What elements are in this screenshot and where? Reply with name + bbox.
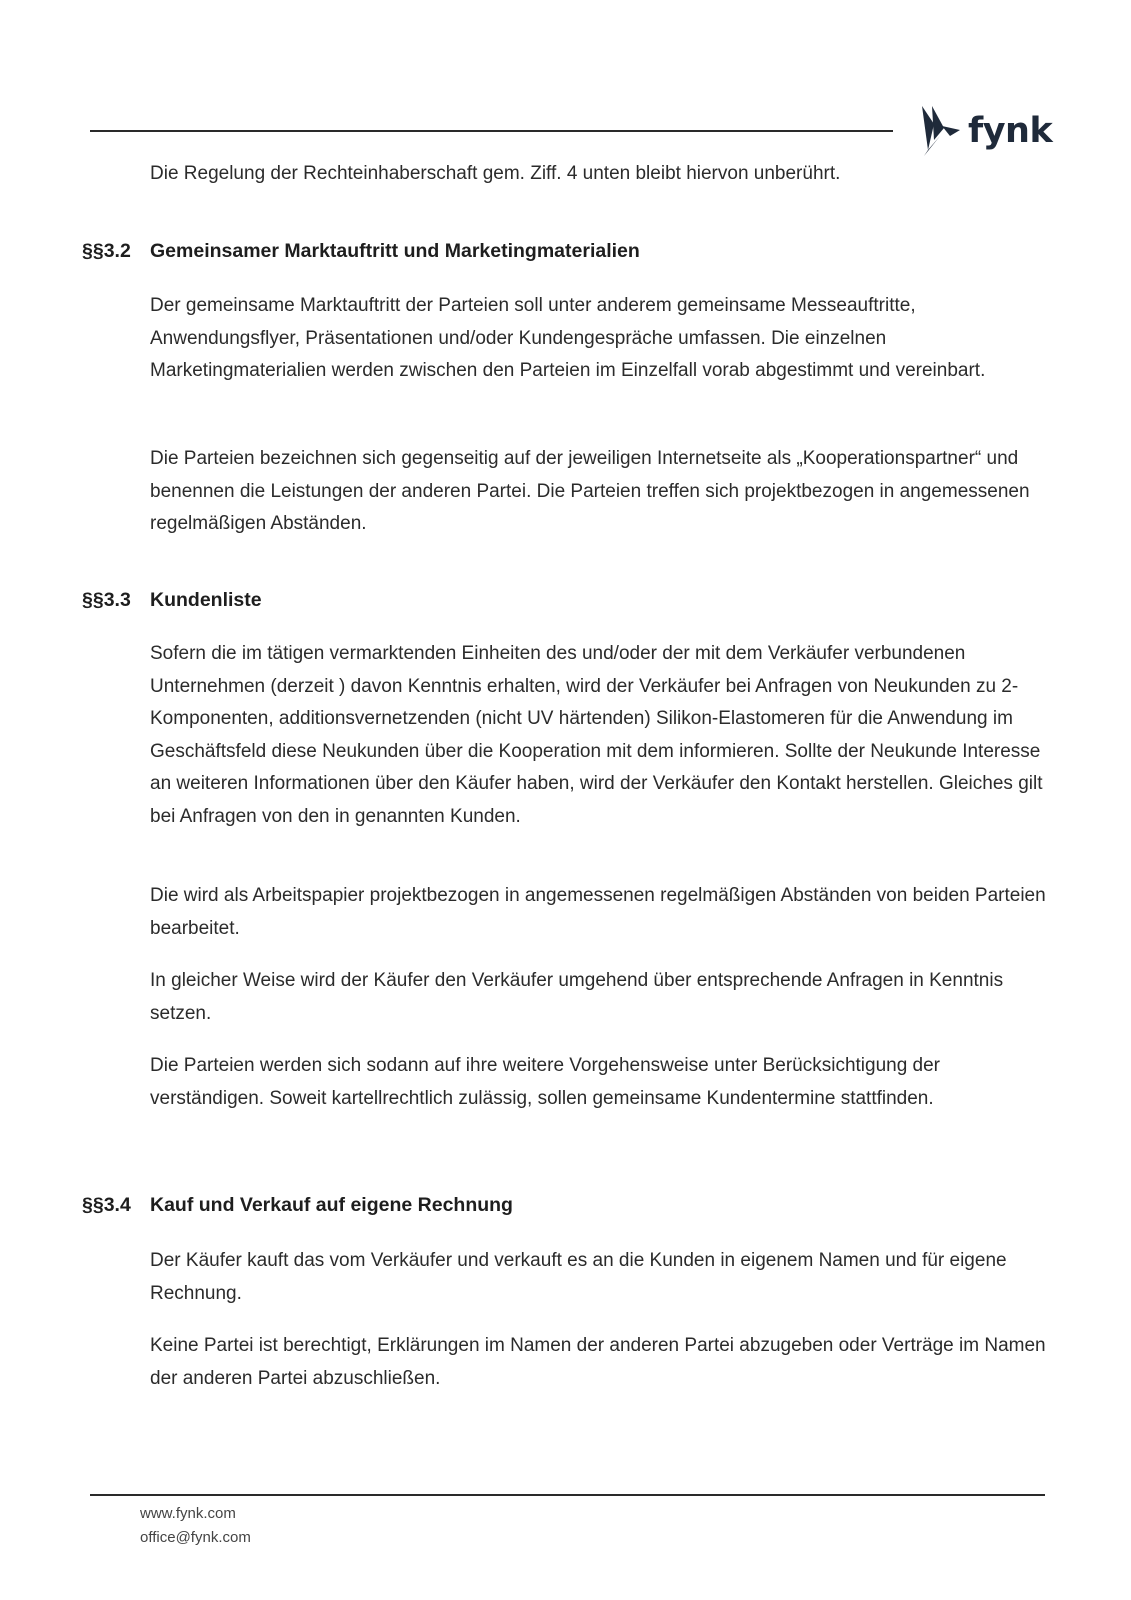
section-number: §§3.3: [82, 589, 131, 611]
bird-icon: [920, 106, 962, 156]
paragraph: Keine Partei ist berechtigt, Erklärungen im Namen der anderen Partei abzugeben oder Verträge im Namen der anderen Partei abzuschließen.: [150, 1335, 1046, 1389]
paragraph: Die wird als Arbeitspapier projektbezogen in angemessenen regelmäßigen Abständen von beiden Parteien bearbeitet.: [150, 885, 1046, 939]
section-number: §§3.4: [82, 1194, 131, 1216]
paragraph: Die Parteien werden sich sodann auf ihre weitere Vorgehensweise unter Berücksichtigung der verständigen. Soweit kartellrechtlich zulässig, sollen gemeinsame Kundentermine stattfinden.: [150, 1055, 941, 1109]
section-heading-3-3: [82, 589, 262, 612]
header-divider: [90, 130, 893, 132]
intro-paragraph: Die Regelung der Rechteinhaberschaft gem. Ziff. 4 unten bleibt hiervon unberührt.: [150, 163, 841, 184]
footer-divider: [90, 1494, 1045, 1496]
paragraph: Sofern die im tätigen vermarktenden Einheiten des und/oder der mit dem Verkäufer verbundenen Unternehmen (derzeit ) davon Kenntnis erhalten, wird der Verkäufer bei Anfragen von Neukunden zu 2-Komponenten, additionsvernetzenden (nicht UV härtenden) Silikon-Elastomeren für die Anwendung im Geschäftsfeld diese Neukunden über die Kooperation mit dem informieren. Sollte der Neukunde Interesse an weiteren Informationen über den Käufer haben, wird der Verkäufer den Kontakt herstellen. Gleiches gilt bei Anfragen von den in genannten Kunden.: [150, 643, 1043, 827]
paragraph: In gleicher Weise wird der Käufer den Verkäufer umgehend über entsprechende Anfragen in Kenntnis setzen.: [150, 970, 1004, 1024]
fynk-logo: [920, 106, 1052, 156]
section-number: §§3.2: [82, 240, 131, 262]
paragraph: Der gemeinsame Marktauftritt der Parteien soll unter anderem gemeinsame Messeauftritte, Anwendungsflyer, Präsentationen und/oder Kundengespräche umfassen. Die einzelnen Marketingmaterialien werden zwischen den Parteien im Einzelfall vorab abgestimmt und vereinbart.: [150, 295, 986, 381]
section-title: Gemeinsamer Marktauftritt und Marketingmaterialien: [150, 240, 640, 262]
logo-text: fynk: [968, 110, 1053, 151]
footer: [140, 1502, 251, 1550]
footer-email: office@fynk.com: [140, 1529, 251, 1546]
section-title: Kauf und Verkauf auf eigene Rechnung: [150, 1194, 513, 1216]
section-heading-3-4: [82, 1194, 513, 1217]
paragraph: Der Käufer kauft das vom Verkäufer und verkauft es an die Kunden in eigenem Namen und für eigene Rechnung.: [150, 1250, 1007, 1304]
section-title: Kundenliste: [150, 589, 262, 611]
section-heading-3-2: [82, 240, 640, 263]
paragraph: Die Parteien bezeichnen sich gegenseitig auf der jeweiligen Internetseite als „Kooperationspartner“ und benennen die Leistungen der anderen Partei. Die Parteien treffen sich projektbezogen in angemessenen regelmäßigen Abständen.: [150, 448, 1030, 534]
footer-website: www.fynk.com: [140, 1505, 236, 1522]
